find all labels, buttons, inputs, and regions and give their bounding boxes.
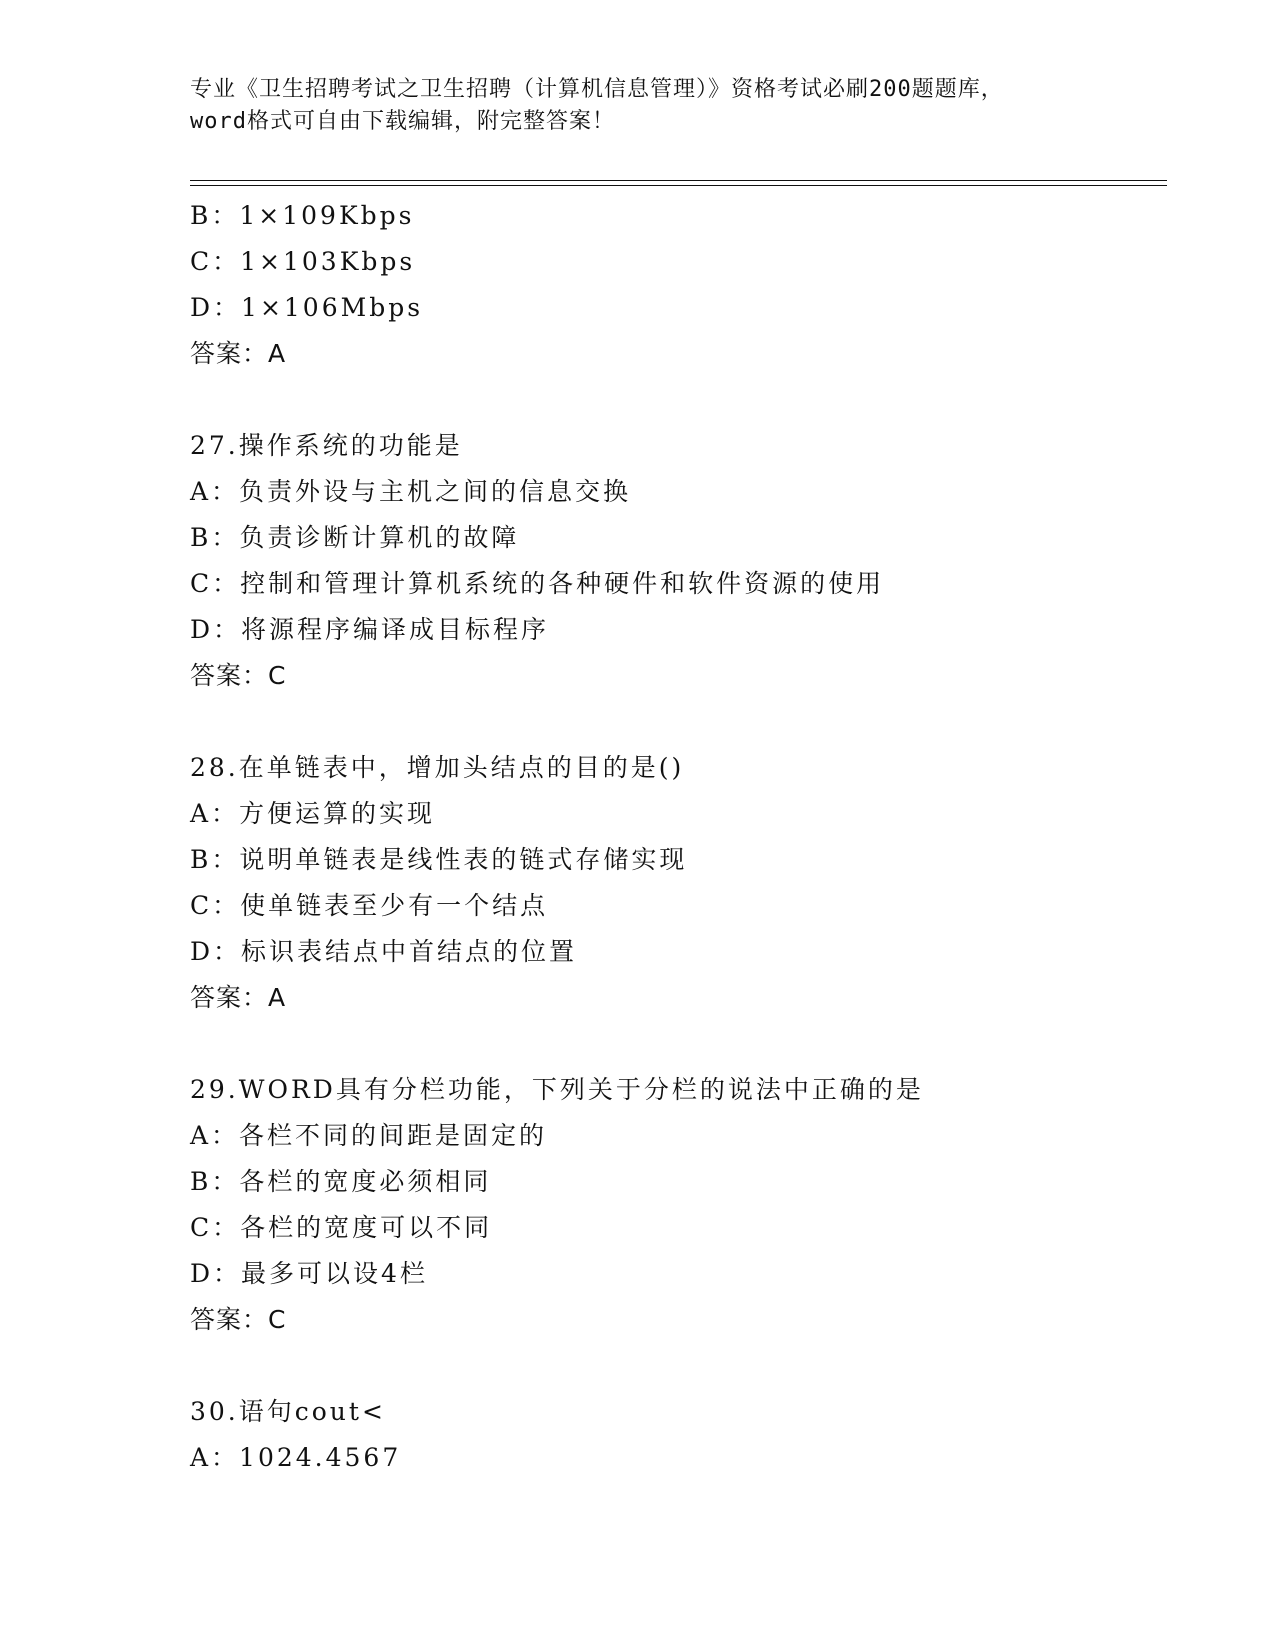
question-title: 29.WORD具有分栏功能，下列关于分栏的说法中正确的是 — [190, 1075, 924, 1104]
option-line: B：负责诊断计算机的故障 — [190, 523, 520, 552]
option-line: B：1×109Kbps — [190, 201, 415, 230]
answer-line: 答案：C — [190, 1305, 287, 1334]
question-title: 27.操作系统的功能是 — [190, 431, 463, 460]
header-line-2: word格式可自由下载编辑，附完整答案！ — [190, 109, 615, 134]
option-line: D：标识表结点中首结点的位置 — [190, 937, 578, 966]
option-line: A：方便运算的实现 — [190, 799, 436, 828]
option-line: D：将源程序编译成目标程序 — [190, 615, 550, 644]
option-line: C：控制和管理计算机系统的各种硬件和软件资源的使用 — [190, 569, 885, 598]
question-block — [190, 423, 1170, 745]
option-line: A：1024.4567 — [190, 1443, 402, 1472]
option-line: C：1×103Kbps — [190, 247, 416, 276]
header-line-1: 专业《卫生招聘考试之卫生招聘（计算机信息管理）》资格考试必刷200题题库， — [190, 77, 1004, 102]
answer-line: 答案：A — [190, 983, 287, 1012]
header-rule-top — [190, 180, 1167, 181]
option-line: B：说明单链表是线性表的链式存储实现 — [190, 845, 688, 874]
option-line: D：最多可以设4栏 — [190, 1259, 428, 1288]
option-line: C：各栏的宽度可以不同 — [190, 1213, 493, 1242]
header-rule-bottom — [190, 185, 1167, 186]
question-title: 28.在单链表中，增加头结点的目的是() — [190, 753, 685, 782]
option-line: B：各栏的宽度必须相同 — [190, 1167, 492, 1196]
option-line: A：负责外设与主机之间的信息交换 — [190, 477, 632, 506]
option-line: D：1×106Mbps — [190, 293, 424, 322]
option-line: A：各栏不同的间距是固定的 — [190, 1121, 548, 1150]
question-title: 30.语句cout< — [190, 1397, 386, 1426]
question-block — [190, 193, 1170, 423]
answer-line: 答案：A — [190, 339, 287, 368]
question-block — [190, 1067, 1170, 1389]
question-content — [190, 193, 1170, 1481]
answer-line: 答案：C — [190, 661, 287, 690]
option-line: C：使单链表至少有一个结点 — [190, 891, 549, 920]
question-block — [190, 745, 1170, 1067]
document-header — [190, 74, 1090, 138]
question-block — [190, 1389, 1170, 1481]
